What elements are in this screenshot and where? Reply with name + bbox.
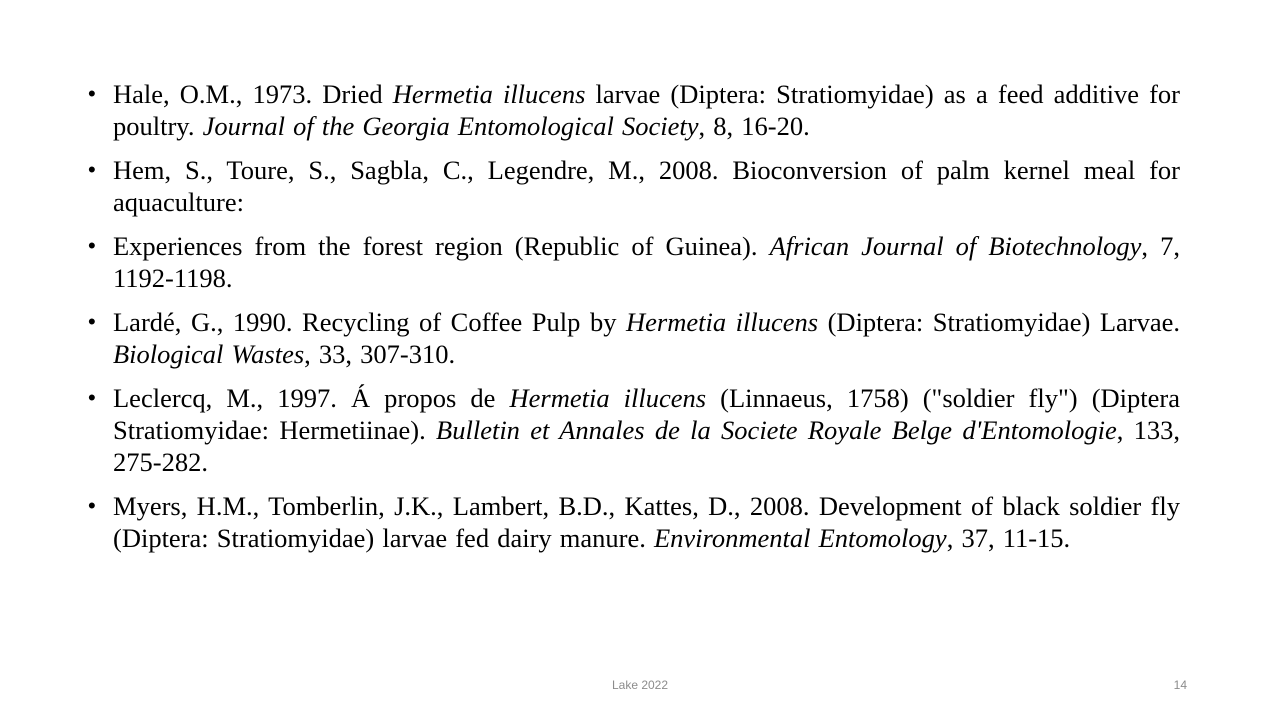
reference-text: , 33, 307-310. xyxy=(304,339,456,369)
reference-item xyxy=(88,154,1180,218)
reference-text: , 133, 275-282. xyxy=(113,415,1180,477)
reference-text: (Diptera: Stratiomyidae) Larvae. xyxy=(818,307,1180,337)
reference-text: , 7, 1192-1198. xyxy=(113,231,1180,293)
bullet-icon: • xyxy=(88,157,96,182)
bullet-icon: • xyxy=(88,493,96,518)
reference-item xyxy=(88,382,1180,478)
bullet-icon: • xyxy=(88,81,96,106)
reference-italic-text: Hermetia illucens xyxy=(626,307,819,337)
reference-italic-text: Hermetia illucens xyxy=(392,79,586,109)
reference-item xyxy=(88,306,1180,370)
reference-text: (Linnaeus, 1758) ("soldier fly") (Diptera Stratiomyidae: Hermetiinae). xyxy=(113,383,1180,445)
reference-text: Hem, S., Toure, S., Sagbla, C., Legendre, M., 2008. Bioconversion of palm kernel meal for aquaculture: xyxy=(113,155,1180,217)
reference-item xyxy=(88,78,1180,142)
reference-italic-text: Hermetia illucens xyxy=(509,383,707,413)
reference-item xyxy=(88,230,1180,294)
reference-text: , 37, 11-15. xyxy=(946,523,1071,553)
reference-list xyxy=(88,78,1180,566)
footer-text: Lake 2022 xyxy=(611,678,669,692)
reference-text: Leclercq, M., 1997. Á propos de xyxy=(113,383,510,413)
bullet-icon: • xyxy=(88,309,96,334)
reference-text: Experiences from the forest region (Republic of Guinea). xyxy=(113,231,770,261)
reference-italic-text: Bulletin et Annales de la Societe Royale Belge d'Entomologie xyxy=(436,415,1117,445)
bullet-icon: • xyxy=(88,385,96,410)
bullet-icon: • xyxy=(88,233,96,258)
reference-item xyxy=(88,490,1180,554)
slide-number: 14 xyxy=(1173,678,1187,692)
reference-text: Lardé, G., 1990. Recycling of Coffee Pulp by xyxy=(113,307,626,337)
reference-italic-text: Environmental Entomology xyxy=(653,523,947,553)
reference-text: Hale, O.M., 1973. Dried xyxy=(113,79,393,109)
reference-text: larvae (Diptera: Stratiomyidae) as a feed additive for poultry. xyxy=(113,79,1181,141)
reference-text: Myers, H.M., Tomberlin, J.K., Lambert, B.D., Kattes, D., 2008. Development of black soldier fly (Diptera: Stratiomyidae) larvae fed dairy manure. xyxy=(113,491,1180,553)
reference-italic-text: African Journal of Biotechnology xyxy=(769,231,1142,261)
reference-text: , 8, 16-20. xyxy=(698,111,810,141)
reference-italic-text: Biological Wastes xyxy=(113,339,305,369)
reference-italic-text: Journal of the Georgia Entomological Society xyxy=(202,111,699,141)
